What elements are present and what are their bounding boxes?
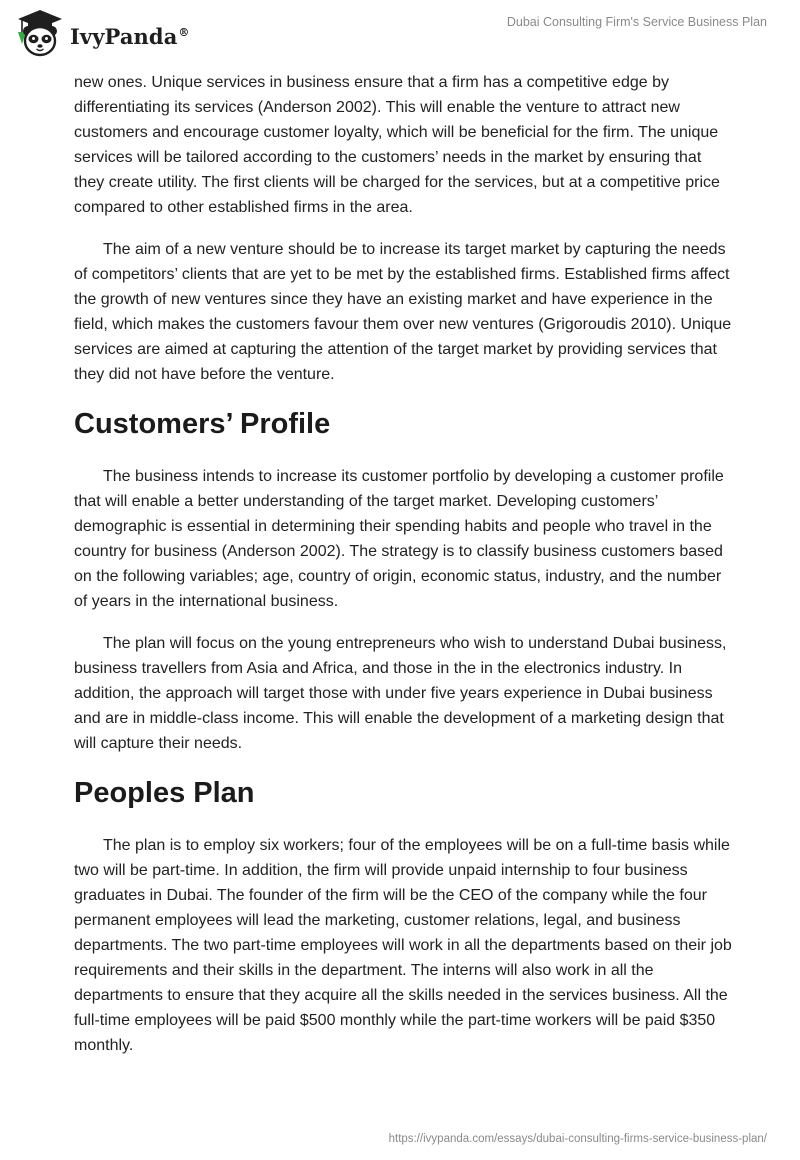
document-title: Dubai Consulting Firm's Service Business Plan <box>506 15 767 29</box>
logo-wordmark <box>70 24 190 49</box>
paragraph-customer-portfolio: The business intends to increase its customer portfolio by developing a customer profile that will enable a better understanding of the target market. Developing customers’ demographic is essential in determining their spending habits and people who travel in the country for business (Anderson 2002). The strategy is to classify business customers based on the following variables; age, country of origin, economic status, industry, and the number of years in the international business. <box>74 468 724 610</box>
panda-graduate-icon <box>14 8 66 60</box>
ivypanda-logo[interactable] <box>14 8 190 60</box>
paragraph-new-venture-aim: The aim of a new venture should be to increase its target market by capturing the needs of competitors’ clients that are yet to be met by the established firms. Established firms affect the growth of new ventures since they have an existing market and have experience in the field, which makes the customers favour them over new ventures (Grigoroudis 2010). Unique services are aimed at capturing the attention of the target market by providing services that they did not have before the venture. <box>74 241 732 383</box>
brand-name: IvyPanda <box>70 23 178 49</box>
heading-customers-profile: Customers’ Profile <box>74 408 331 440</box>
heading-peoples-plan: Peoples Plan <box>74 777 255 809</box>
source-url[interactable]: https://ivypanda.com/essays/dubai-consulting-firms-service-business-plan/ <box>388 1133 767 1145</box>
registered-mark: ® <box>178 25 190 39</box>
page-header <box>0 0 800 72</box>
paragraph-continuation: new ones. Unique services in business ensure that a firm has a competitive edge by differentiating its services (Anderson 2002). This will enable the venture to attract new customers and encourage customer loyalty, which will be beneficial for the firm. The unique services will be tailored according to the customers’ needs in the market by ensuring that they create utility. The first clients will be charged for the services, but at a competitive price compared to other established firms in the area. <box>74 74 720 216</box>
essay-content <box>74 70 734 1075</box>
paragraph-employees: The plan is to employ six workers; four of the employees will be on a full-time basis while two will be part-time. In addition, the firm will provide unpaid internship to four business graduates in Dubai. The founder of the firm will be the CEO of the company while the four permanent employees will lead the marketing, customer relations, legal, and business departments. The two part-time employees will work in all the departments based on their job requirements and their skills in the department. The interns will also work in all the departments to ensure that they acquire all the skills needed in the services business. All the full-time employees will be paid $500 monthly while the part-time workers will be paid $350 monthly. <box>74 837 732 1054</box>
paragraph-plan-focus: The plan will focus on the young entrepreneurs who wish to understand Dubai business, business travellers from Asia and Africa, and those in the in the electronics industry. In addition, the approach will target those with under five years experience in Dubai business and are in middle-class income. This will enable the development of a marketing design that will capture their needs. <box>74 635 727 752</box>
